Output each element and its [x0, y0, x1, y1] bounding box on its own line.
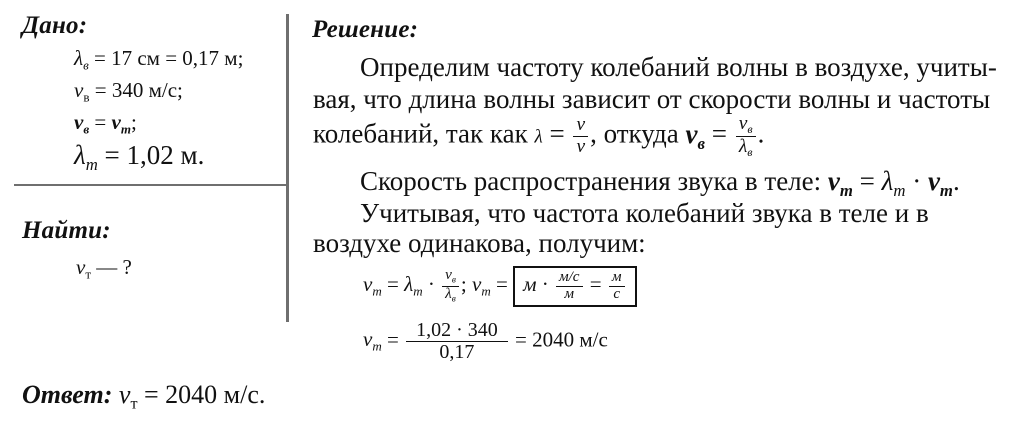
given-wavelength-body: $\lambda_т = 1,02$ м.	[74, 140, 205, 174]
solution-formula-derivation: $v_т = \lambda_т$ · $\frac{v_в}{\lambda_в}$ ; $v_т = м$ · $\frac{м/с}{м}$ = $\frac{м}{с}$	[363, 266, 637, 307]
given-heading: Дано:	[22, 12, 88, 39]
solution-para1-line1: Определим частоту колебаний волны в воздухе, учиты-	[360, 52, 997, 82]
vertical-divider	[286, 14, 289, 322]
solution-formula-calculation: $v_т$ = $\frac{1,02 \cdot 340}{0,17}$ = 2040 м/с	[363, 319, 608, 363]
find-speed-body: $v_т$ — ?	[76, 255, 132, 282]
solution-para1-line2: вая, что длина волны зависит от скорости волны и частоты	[313, 84, 991, 114]
units-bracket: м · $\frac{м/с}{м}$ = $\frac{м}{с}$	[513, 266, 636, 307]
find-heading: Найти:	[22, 217, 111, 244]
answer-label: Ответ:	[22, 380, 113, 409]
given-speed-air: $v_в = 340$ м/с;	[74, 78, 183, 105]
solution-para1-line3: колебаний, так как λ = $\frac{v}{\nu}$ , откуда $\nu_в$ = $\frac{v_в}{\lambda_в}$ .	[313, 113, 765, 160]
solution-para2: Скорость распространения звука в теле: $v_т = \lambda_т \cdot \nu_т$.	[360, 166, 960, 200]
solution-para3-line1: Учитывая, что частота колебаний звука в теле и в	[360, 198, 929, 228]
solution-para3-line2: воздухе одинакова, получим:	[313, 228, 646, 258]
solution-heading: Решение:	[312, 16, 419, 43]
given-find-divider	[14, 184, 288, 186]
given-wavelength-air: $\lambda_в = 17$ см = 0,17 м;	[74, 46, 244, 73]
answer-line: Ответ: $v_т = 2040$ м/с.	[22, 380, 266, 413]
given-frequency-equality: $\nu_в = \nu_т$;	[74, 110, 137, 137]
